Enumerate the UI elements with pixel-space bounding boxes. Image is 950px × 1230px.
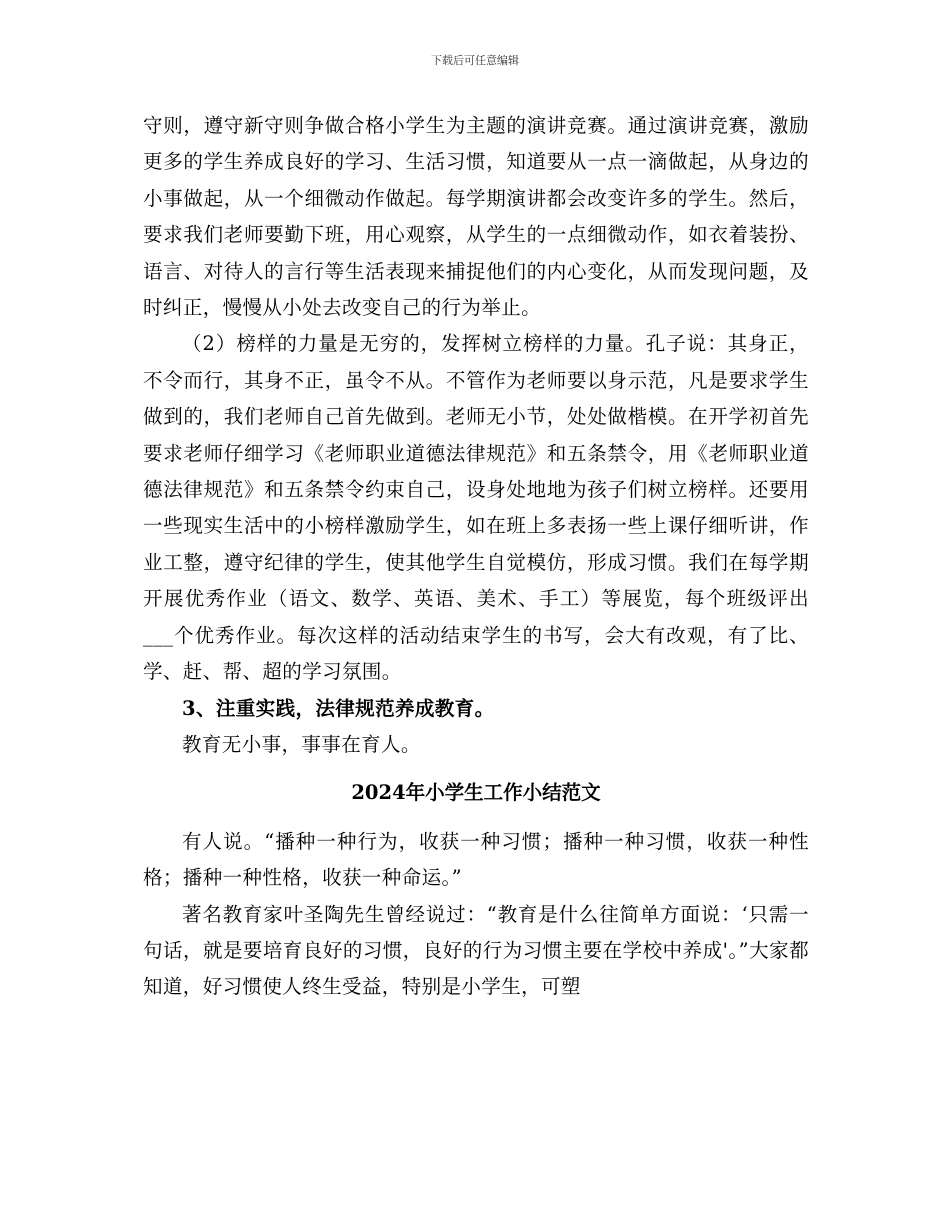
paragraph-ye-shengtao: 著名教育家叶圣陶先生曾经说过：“教育是什么往简单方面说：‘只需一句话，就是要培育良好的习惯，良好的行为习惯主要在学校中养成'。”大家都知道，好习惯使人终生受益，特别是小学生，可塑	[143, 902, 809, 999]
page-header-note: 下载后可任意编辑	[431, 54, 519, 67]
paragraph-continued: 守则，遵守新守则争做合格小学生为主题的演讲竞赛。通过演讲竞赛，激励更多的学生养成良好的学习、生活习惯，知道要从一点一滴做起，从身边的小事做起，从一个细微动作做起。每学期演讲都会改变许多的学生。然后，要求我们老师要勤下班，用心观察，从学生的一点细微动作，如衣着装扮、语言、对待人的言行等生活表现来捕捉他们的内心变化，从而发现问题，及时纠正，慢慢从小处去改变自己的行为举止。	[143, 114, 809, 320]
paragraph-education: 教育无小事，事事在育人。	[182, 732, 421, 756]
section-heading-practice: 3、注重实践，法律规范养成教育。	[182, 696, 495, 720]
document-body	[143, 108, 809, 1006]
paragraph-role-models: （2）榜样的力量是无穷的，发挥树立榜样的力量。孔子说：其身正，不令而行，其身不正，虽令不从。不管作为老师要以身示范，凡是要求学生做到的，我们老师自己首先做到。老师无小节，处处做楷模。在开学初首先要求老师仔细学习《老师职业道德法律规范》和五条禁令，用《老师职业道德法律规范》和五条禁令约束自己，设身处地地为孩子们树立榜样。还要用一些现实生活中的小榜样激励学生，如在班上多表扬一些上课仔细听讲，作业工整，遵守纪律的学生，使其他学生自觉模仿，形成习惯。我们在每学期开展优秀作业（语文、数学、英语、美术、手工）等展览，每个班级评出___个优秀作业。每次这样的活动结束学生的书写，会大有改观，有了比、学、赶、帮、超的学习氛围。	[143, 332, 809, 684]
document-title: 2024年小学生工作小结范文	[351, 781, 601, 805]
paragraph-quote-habits: 有人说。“播种一种行为，收获一种习惯；播种一种习惯，收获一种性格；播种一种性格，收获一种命运。”	[143, 829, 809, 890]
